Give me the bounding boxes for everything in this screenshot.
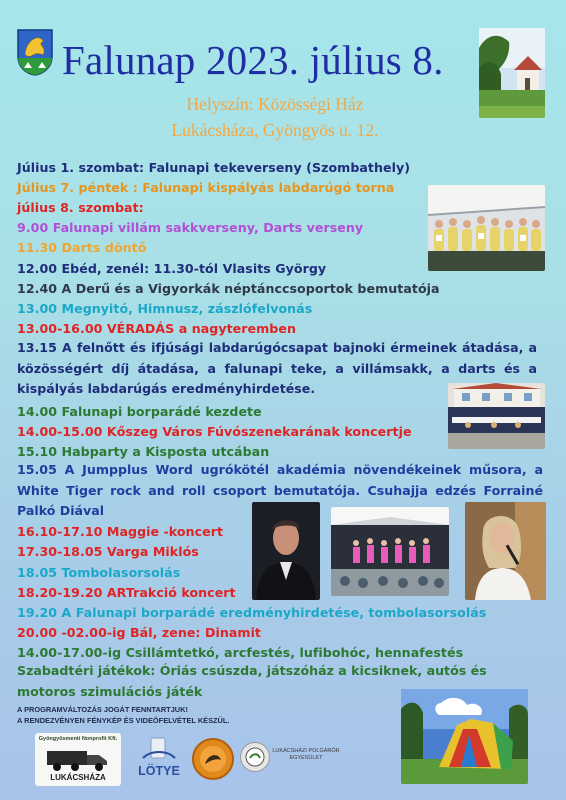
civil-guard-logo-text: LUKÁCSHÁZI POLGÁRŐR EGYESÜLET	[272, 748, 340, 761]
singer-maggie-photo	[465, 502, 546, 600]
program-line: 14.00-17.00-ig Csillámtetkó, arcfestés, lufibohóc, hennafestés	[17, 645, 464, 660]
program-line: Július 7. péntek : Falunapi kispályás labdarúgó torna	[17, 180, 395, 195]
lotye-logo	[133, 736, 185, 782]
nonprofit-logo-town: LUKÁCSHÁZA	[50, 773, 106, 782]
program-line: 15.10 Habparty a Kisposta utcában	[17, 444, 270, 459]
program-line: 16.10-17.10 Maggie -koncert	[17, 524, 224, 539]
program-line: 12.40 A Derű és a Vigyorkák néptánccsoportok bemutatója	[17, 281, 440, 296]
dance-show-photo	[331, 507, 449, 596]
outdoor-games-paragraph: Szabadtéri játékok: Óriás csúszda, játszóház a kicsiknek, autós és motoros szimulációs játék	[17, 663, 487, 699]
venue-line-2: Lukácsháza, Gyöngyös u. 12.	[171, 120, 379, 140]
program-line: 14.00 Falunapi borparádé kezdete	[17, 404, 262, 419]
program-line: 9.00 Falunapi villám sakkverseny, Darts verseny	[17, 220, 364, 235]
program-line: 13.00 Megnyitó, Himnusz, zászlófelvonás	[17, 301, 313, 316]
program-line: 11.30 Darts döntő	[17, 240, 147, 255]
program-line: 12.00 Ebéd, zenél: 11.30-tól Vlasits György	[17, 261, 327, 276]
program-line: 19.20 A Falunapi borparádé eredményhirdetése, tombolasorsolás	[17, 605, 487, 620]
awards-paragraph: 13.15 A felnőtt és ifjúsági labdarúgócsapat bajnoki érmeinek átadása, a közösségért díj átadása, a falunapi teke, a villámsakk, a darts és a kispályás labdarúgás eredményhirdetése.	[17, 340, 537, 396]
singer-varga-miklos-photo	[252, 502, 320, 600]
sports-club-logo	[240, 742, 270, 772]
lotye-logo-text: LÖTYE	[138, 764, 180, 778]
nonprofit-logo	[35, 733, 121, 786]
nonprofit-logo-name: Gyöngyösmenti Nonprofit Kft.	[38, 736, 118, 742]
venue-line-1: Helyszín: Közösségi Ház	[186, 94, 364, 114]
lotye-emblem-icon	[133, 736, 185, 764]
truck-icon	[45, 745, 111, 771]
program-line: 18.05 Tombolasorsolás	[17, 565, 181, 580]
performances-paragraph: 15.05 A Jumpplus Word ugrókötél akadémia növendékeinek műsora, a White Tiger rock and roll csoport bemutatója. Csuhajja edzés Forrainé Palkó Diával	[17, 462, 543, 518]
program-line: Július 1. szombat: Falunapi tekeverseny (Szombathely)	[17, 160, 411, 175]
program-line: 14.00-15.00 Kőszeg Város Fúvószenekarának koncertje	[17, 424, 412, 439]
program-line: július 8. szombat:	[17, 200, 144, 215]
inflatable-slide-photo	[401, 689, 528, 784]
page-title: Falunap 2023. július 8.	[62, 37, 444, 83]
dance-group-photo	[428, 185, 545, 271]
program-line: 17.30-18.05 Varga Miklós	[17, 544, 199, 559]
village-crest-logo	[16, 28, 54, 76]
association-round-logo	[192, 738, 234, 780]
program-line: 20.00 -02.00-ig Bál, zene: Dinamit	[17, 625, 262, 640]
photo-video-note: A RENDEZVÉNYEN FÉNYKÉP ÉS VIDEÓFELVÉTEL KÉSZÜL.	[17, 716, 230, 725]
program-line: 13.00-16.00 VÉRADÁS a nagyteremben	[17, 321, 296, 336]
program-change-note: A PROGRAMVÁLTOZÁS JOGÁT FENNTARTJUK!	[17, 705, 188, 714]
brass-band-photo	[448, 383, 545, 449]
program-line: 18.20-19.20 ARTrakció koncert	[17, 585, 236, 600]
